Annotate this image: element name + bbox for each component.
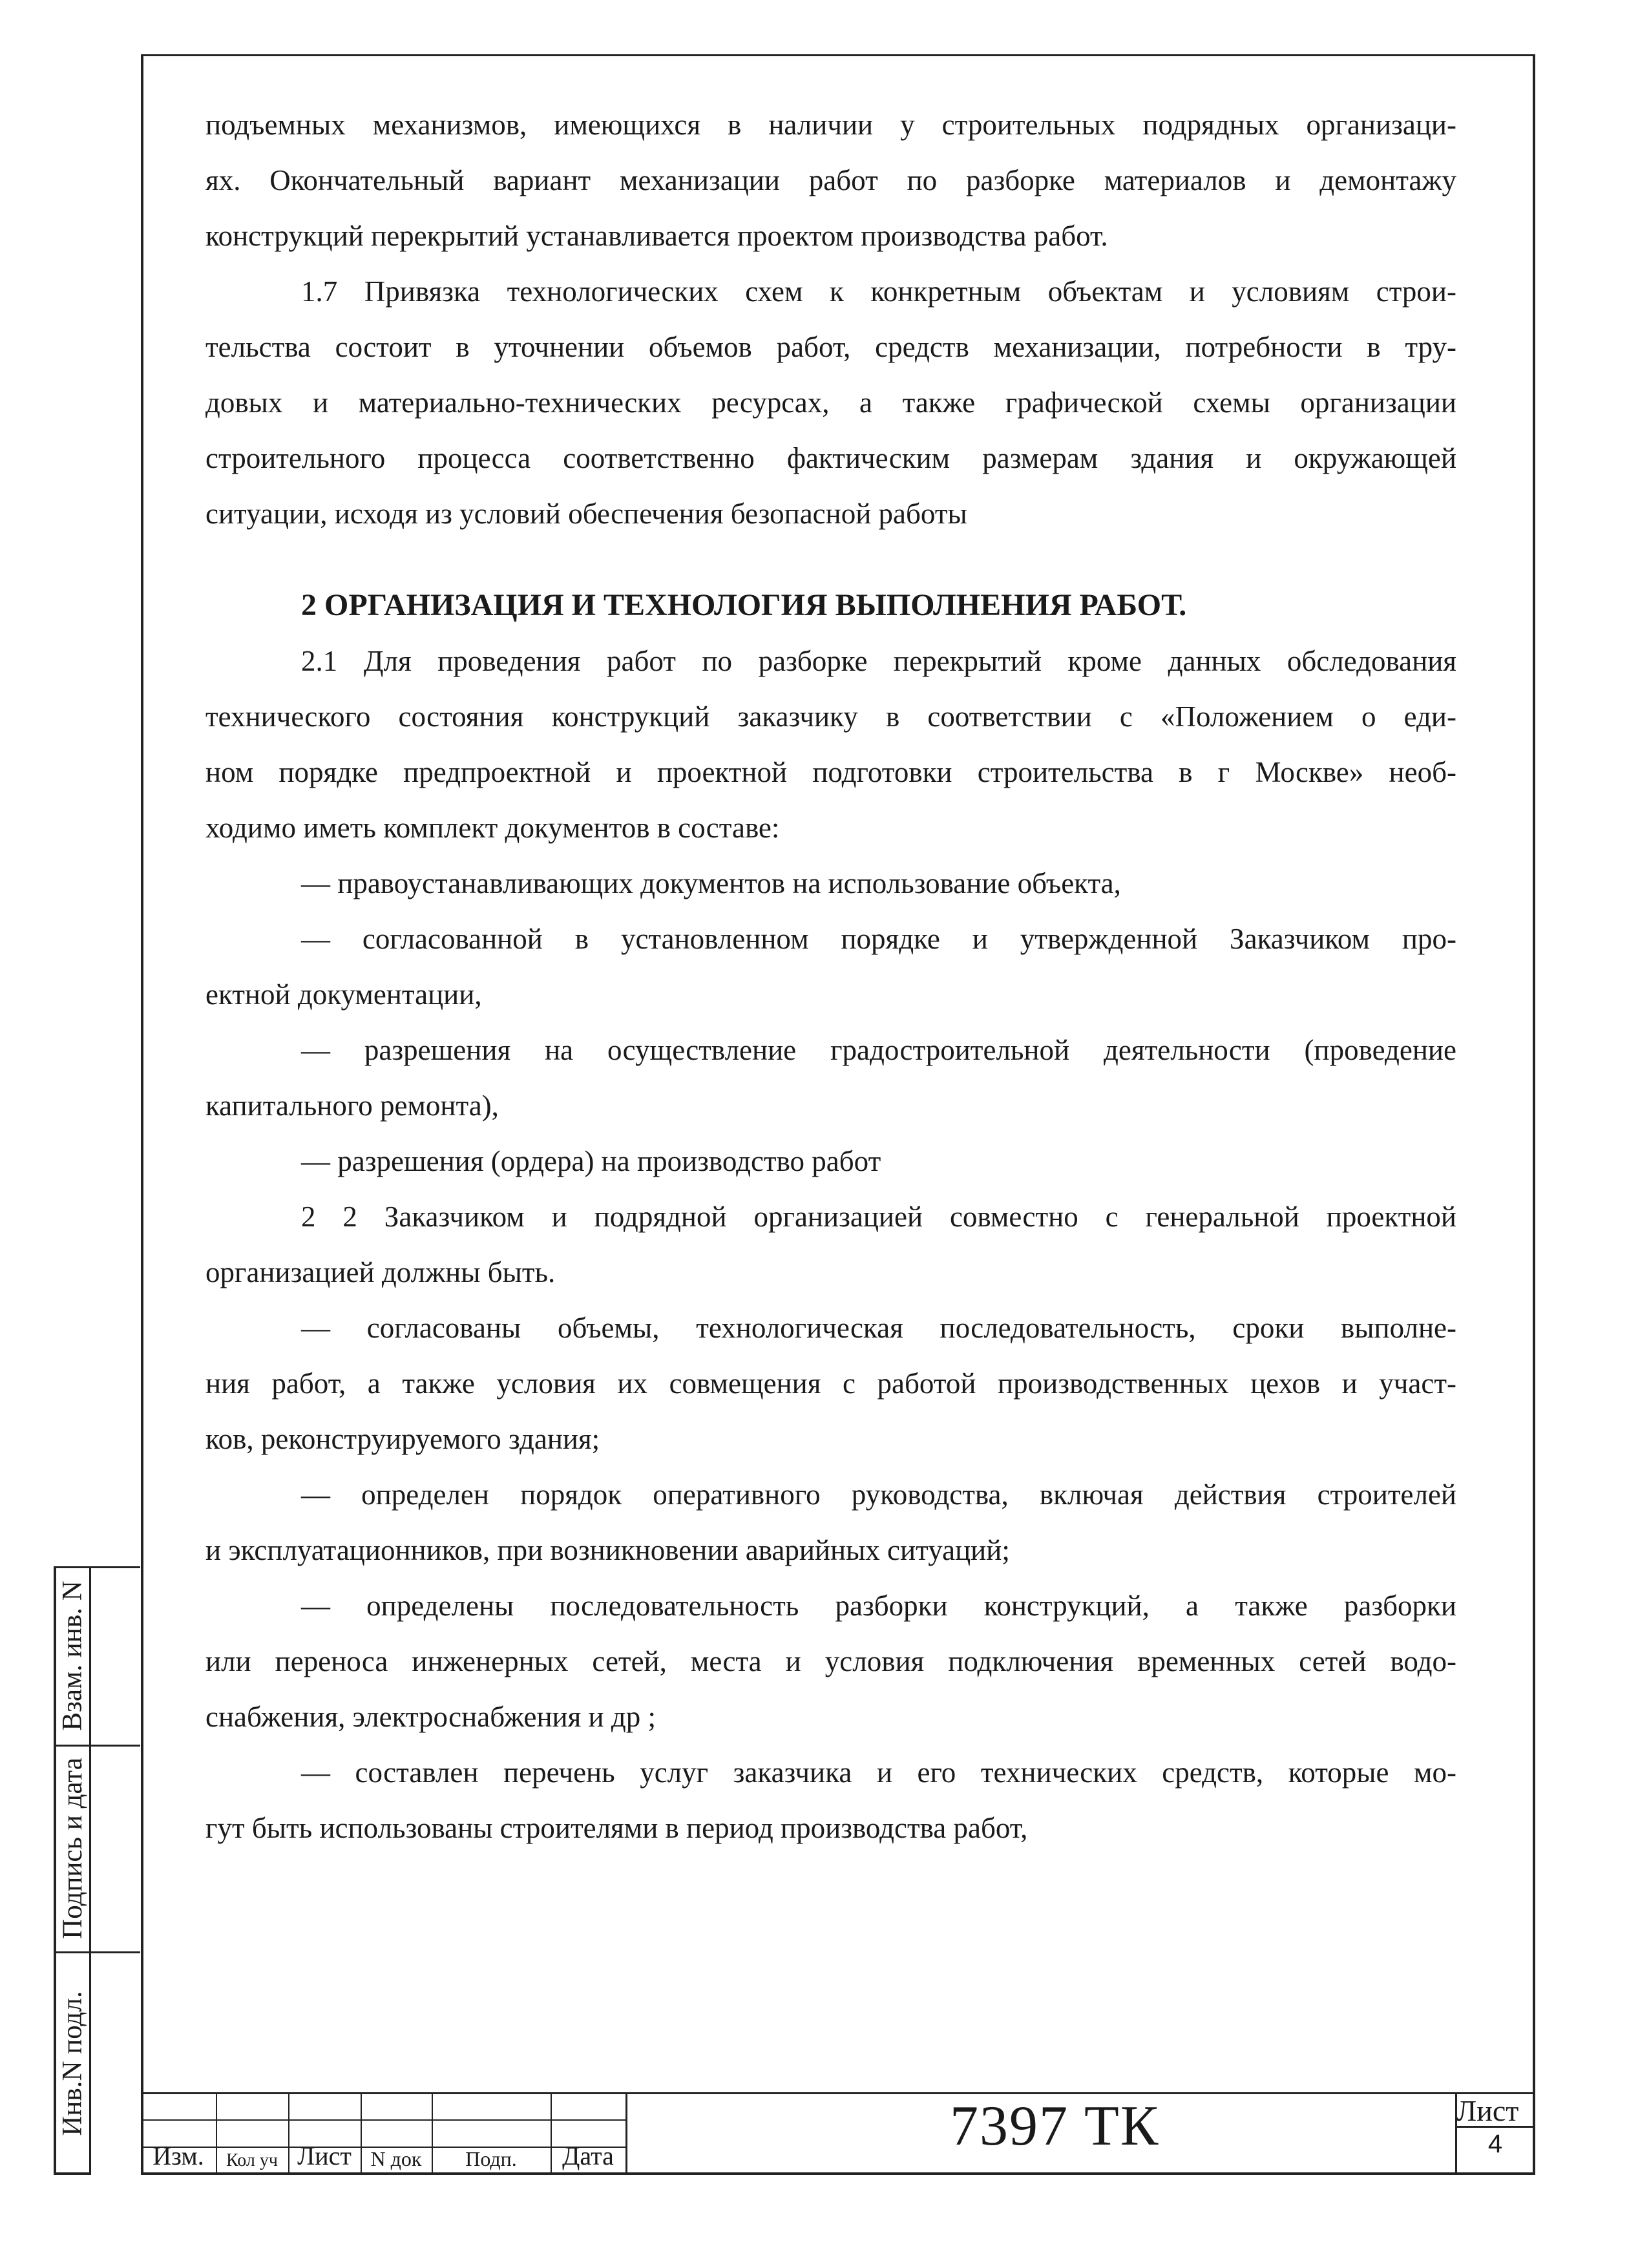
sheet-number: 4 — [1487, 2130, 1503, 2158]
replace-inv-label: Взам. инв. N — [57, 1580, 88, 1731]
list-item: — согласованной в установленном порядке и утвержденной Заказчиком про- — [301, 923, 1456, 955]
text-line: и эксплуатационников, при возникновении аварийных ситуаций; — [205, 1534, 1010, 1566]
section-heading: 2 ОРГАНИЗАЦИЯ И ТЕХНОЛОГИЯ ВЫПОЛНЕНИЯ РАБОТ. — [301, 588, 1187, 622]
text-line: ном порядке предпроектной и проектной подготовки строительства в г Москве» необ- — [205, 756, 1456, 788]
header-list: Лист — [297, 2141, 352, 2170]
text-line: ков, реконструируемого здания; — [205, 1423, 600, 1455]
list-item: — правоустанавливающих документов на использование объекта, — [301, 867, 1121, 899]
text-line: строительного процесса соответственно фактическим размерам здания и окружающей — [205, 442, 1456, 474]
list-item: — определен порядок оперативного руководства, включая действия строителей — [301, 1478, 1456, 1511]
text-line: снабжения, электроснабжения и др ; — [205, 1701, 656, 1733]
header-data: Дата — [562, 2141, 614, 2170]
title-block-line — [141, 2092, 1535, 2094]
side-stamp — [54, 1566, 140, 2175]
text-line: ния работ, а также условия их совмещения с работой производственных цехов и участ- — [205, 1367, 1456, 1400]
text-line: тельства состоит в уточнении объемов работ, средств механизации, потребности в тру- — [205, 331, 1456, 363]
text-line: 2 2 Заказчиком и подрядной организацией совместно с генеральной проектной — [301, 1201, 1456, 1233]
text-line: 1.7 Привязка технологических схем к конкретным объектам и условиям строи- — [301, 275, 1456, 308]
title-block-line — [625, 2092, 627, 2175]
text-line: технического состояния конструкций заказчику в соответствии с «Положением о еди- — [205, 700, 1456, 733]
title-block — [141, 2092, 1535, 2175]
text-line: организацией должны быть. — [205, 1256, 556, 1288]
inv-no-label: Инв.N подл. — [57, 1990, 88, 2136]
header-podp: Подп. — [465, 2147, 517, 2170]
text-line: подъемных механизмов, имеющихся в наличии у строительных подрядных организаци- — [205, 109, 1456, 141]
text-line: ситуации, исходя из условий обеспечения безопасной работы — [205, 498, 967, 530]
side-stamp-divider — [91, 1566, 140, 1568]
sheet-label: Лист — [1456, 2094, 1519, 2127]
text-line: 2.1 Для проведения работ по разборке перекрытий кроме данных обследования — [301, 645, 1456, 677]
body-text — [205, 97, 1456, 1856]
header-n-dok: N док — [370, 2147, 422, 2170]
list-item: — составлен перечень услуг заказчика и его технических средств, которые мо- — [301, 1756, 1456, 1789]
text-line: довых и материально-технических ресурсах, а также графической схемы организации — [205, 386, 1456, 419]
text-line: ях. Окончательный вариант механизации работ по разборке материалов и демонтажу — [205, 164, 1456, 196]
list-item: — разрешения на осуществление градостроительной деятельности (проведение — [301, 1034, 1456, 1066]
text-line: ектной документации, — [205, 978, 482, 1011]
header-izm: Изм. — [152, 2141, 204, 2170]
list-item: — определены последовательность разборки конструкций, а также разборки — [301, 1590, 1456, 1622]
signature-date-label: Подпись и дата — [57, 1757, 88, 1939]
title-block-line — [141, 2119, 627, 2121]
text-line: гут быть использованы строителями в период производства работ, — [205, 1812, 1028, 1844]
text-line: ходимо иметь комплект документов в составе: — [205, 812, 780, 844]
text-line: капитального ремонта), — [205, 1089, 499, 1122]
list-item: — разрешения (ордера) на производство работ — [301, 1145, 881, 1177]
document-code: 7397 ТК — [950, 2095, 1160, 2158]
text-line: или переноса инженерных сетей, места и условия подключения временных сетей водо- — [205, 1645, 1456, 1677]
text-line: конструкций перекрытий устанавливается проектом производства работ. — [205, 220, 1108, 252]
list-item: — согласованы объемы, технологическая последовательность, сроки выполне- — [301, 1312, 1456, 1344]
header-kol-uch: Кол уч — [226, 2150, 278, 2170]
